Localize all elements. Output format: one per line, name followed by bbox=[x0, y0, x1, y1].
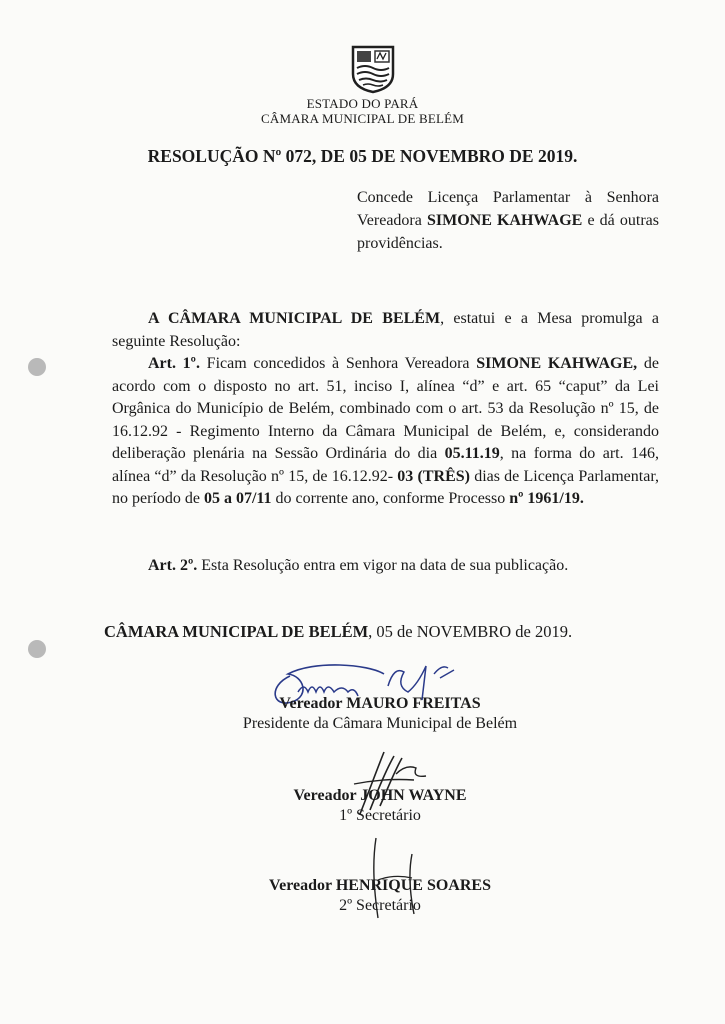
ementa: Concede Licença Parlamentar à Senhora Vereadora SIMONE KAHWAGE e dá outras providências. bbox=[357, 189, 660, 252]
signatory-1-role: Presidente da Câmara Municipal de Belém bbox=[242, 715, 518, 732]
signatory-3-role: 2º Secretário bbox=[339, 897, 421, 914]
hole-punch-mark bbox=[28, 640, 46, 658]
signatory-3-name: Vereador HENRIQUE SOARES bbox=[269, 877, 491, 894]
signatory-2 bbox=[160, 786, 600, 826]
signatory-2-name: Vereador JOHN WAYNE bbox=[293, 787, 467, 804]
closing-line: CÂMARA MUNICIPAL DE BELÉM, 05 de NOVEMBRO de 2019. bbox=[104, 622, 573, 641]
coat-of-arms-emblem bbox=[349, 44, 397, 94]
hole-punch-mark bbox=[28, 358, 46, 376]
resolution-title: RESOLUÇÃO Nº 072, DE 05 DE NOVEMBRO DE 2019. bbox=[147, 146, 578, 166]
preamble-paragraph: A CÂMARA MUNICIPAL DE BELÉM, estatui e a Mesa promulga a seguinte Resolução: bbox=[112, 310, 659, 350]
article-1: Art. 1º. Ficam concedidos à Senhora Vereadora SIMONE KAHWAGE, de acordo com o disposto no art. 51, inciso I, alínea “d” e art. 65 “caput” da Lei Orgânica do Município de Belém, combinado com o art. 53 da Resolução nº 15, de 16.12.92 - Regimento Interno da Câmara Municipal de Belém, e, considerando deliberação plenária na Sessão Ordinária do dia 05.11.19, na forma do art. 146, alínea “d” da Resolução nº 15, de 16.12.92- 03 (TRÊS) dias de Licença Parlamentar, no período de 05 a 07/11 do corrente ano, conforme Processo nº 1961/19. bbox=[112, 355, 659, 507]
header-state: ESTADO DO PARÁ bbox=[306, 96, 419, 111]
header-chamber: CÂMARA MUNICIPAL DE BELÉM bbox=[260, 111, 465, 126]
article-2: Art. 2º. Esta Resolução entra em vigor na data de sua publicação. bbox=[148, 557, 569, 574]
signatory-3 bbox=[160, 876, 600, 916]
signatory-2-role: 1º Secretário bbox=[339, 807, 421, 824]
signatory-1 bbox=[160, 694, 600, 734]
signatory-1-name: Vereador MAURO FREITAS bbox=[279, 695, 481, 712]
